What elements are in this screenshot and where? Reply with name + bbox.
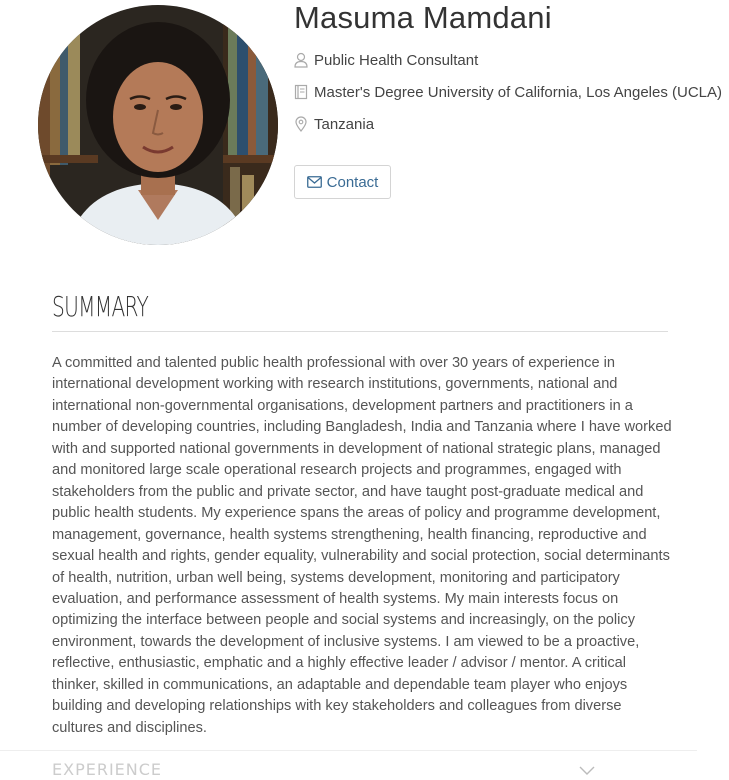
profile-photo — [38, 5, 278, 245]
contact-button[interactable] — [294, 165, 391, 199]
summary-heading: SUMMARY — [52, 290, 149, 323]
book-icon — [294, 84, 308, 100]
profile-location-row — [294, 114, 374, 134]
profile-education: Master's Degree University of California, Los Angeles (UCLA) — [314, 83, 723, 101]
profile-location: Tanzania — [314, 115, 375, 133]
user-icon — [294, 52, 308, 68]
profile-title-row — [294, 50, 478, 70]
profile-education-row — [294, 82, 722, 102]
summary-text: A committed and talented public health professional with over 30 years of experience in international development working with research institutions, governments, national and international non-governmental organisations, development partners and practitioners in a number of developing countries, including Bangladesh, India and Tanzania where I have worked with and supported national governments in development of national strategic plans, managed and monitored large scale operational research projects and programmes, engaged with stakeholders from the public and private sector, and have taught post-graduate medical and public health students. My experience spans the areas of policy and programme development, management, governance, health systems strengthening, health financing, reproductive and sexual health and rights, gender equality, vulnerability and social protection, social determinants of health, nutrition, urban well being, systems development, monitoring and participatory evaluation, and performance assessment of health systems. My main interests focus on optimizing the interface between people and social systems and increasingly, on the policy environment, towards the development of inclusive systems. I am viewed to be a proactive, reflective, enthusiastic, emphatic and a highly effective leader / advisor / mentor. A critical thinker, skilled in communications, an adaptable and dependable team player who enjoys building and developing relationships with key stakeholders and colleagues from diverse cultures and disciplines. — [52, 355, 672, 736]
map-pin-icon — [294, 116, 308, 132]
chevron-down-icon[interactable] — [579, 762, 595, 771]
contact-button-label: Contact — [326, 173, 379, 191]
profile-title: Public Health Consultant — [314, 51, 479, 69]
profile-name: Masuma Mamdani — [294, 0, 552, 35]
experience-heading[interactable]: EXPERIENCE — [52, 760, 163, 779]
section-divider — [0, 750, 697, 751]
summary-divider — [52, 331, 668, 332]
envelope-icon — [307, 176, 322, 188]
